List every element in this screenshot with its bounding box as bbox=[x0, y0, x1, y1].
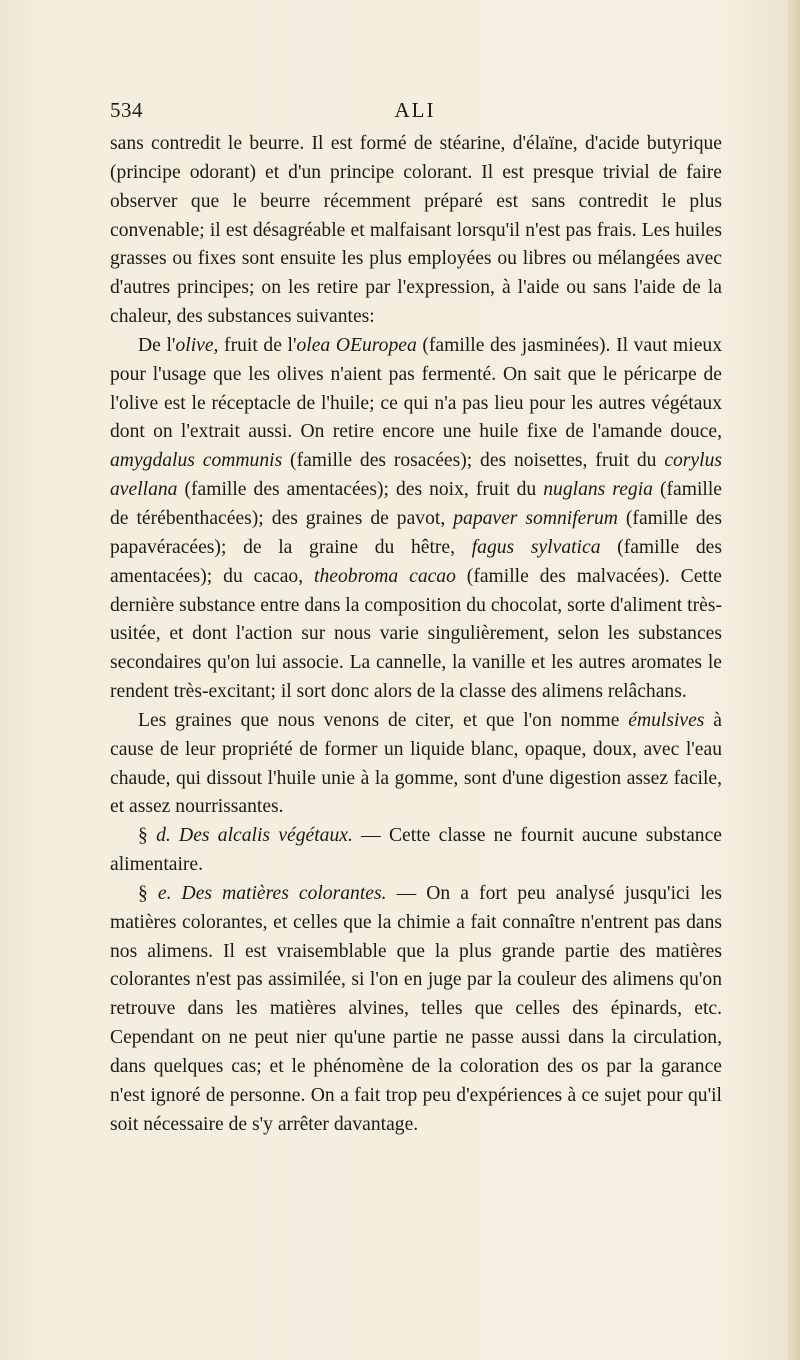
italic-text: émulsives bbox=[628, 709, 705, 731]
italic-text: amygdalus communis bbox=[110, 450, 283, 472]
italic-text: papaver somniferum bbox=[453, 507, 618, 529]
paragraph-4 bbox=[110, 822, 722, 880]
page-header bbox=[110, 98, 720, 128]
paragraph-3 bbox=[110, 707, 722, 822]
body-text bbox=[110, 130, 722, 1140]
text-run: Les graines que nous venons de citer, et que l'on nomme bbox=[138, 709, 629, 731]
italic-text: fagus sylvatica bbox=[471, 536, 601, 558]
text-run: (famille des papavéracées); de la graine du hêtre, bbox=[110, 507, 722, 558]
text-run: (famille des amentacées); du cacao, bbox=[110, 536, 722, 587]
paragraph-5 bbox=[110, 880, 722, 1140]
italic-text: olea OEuropea bbox=[296, 334, 417, 356]
text-run: De l' bbox=[138, 334, 176, 356]
text-run: — On a fort peu analysé jusqu'ici les matières colorantes, et celles que la chimie a fait connaître n'entrent pas dans nos alimens. Il est vraisemblable que la plus grande partie des matières colorantes n'est pas assimilée, si l'on en juge par la couleur des alimens qu'on retrouve dans les matières alvines, telles que celles des épinards, etc. Cependant on ne peut nier qu'une partie ne passe aussi dans la circulation, dans quelques cas; et le phénomène de la coloration des os par la garance n'est ignoré de personne. On a fait trop peu d'expériences à ce sujet pour qu'il soit nécessaire de s'y arrêter davantage. bbox=[110, 882, 722, 1135]
text-run: (famille des amentacées); des noix, fruit du bbox=[177, 479, 544, 501]
paragraph-2 bbox=[110, 332, 722, 707]
text-run: § bbox=[138, 825, 157, 847]
paragraph-1 bbox=[110, 130, 722, 332]
text-run: (famille de térébenthacées); des graines de pavot, bbox=[110, 479, 722, 529]
text-run: (famille des jasminées). Il vaut mieux pour l'usage que les olives n'aient pas fermenté. On sait que le péricarpe de l'olive est le réceptacle de l'huile; ce qui n'a pas lieu pour les autres végétaux dont on l'extrait aussi. On retire encore une huile fixe de l'amande douce, bbox=[110, 334, 722, 443]
italic-text: d. Des alcalis végétaux. bbox=[156, 825, 353, 847]
text-run: à cause de leur propriété de former un liquide blanc, opaque, doux, avec l'eau chaude, qui dissout l'huile unie à la gomme, sont d'une digestion assez facile, et assez nourrissantes. bbox=[110, 709, 722, 818]
page-number: 534 bbox=[110, 98, 143, 122]
italic-text: nuglans regia bbox=[543, 479, 653, 501]
italic-text: e. Des matières colorantes. bbox=[157, 882, 387, 904]
text-run: (famille des malvacées). Cette dernière substance entre dans la composition du chocolat, sorte d'aliment très-usitée, et dont l'action sur nous varie singulièrement, selon les substances secondaires qu'on lui associe. La cannelle, la vanille et les autres aromates le rendent très-excitant; il sort donc alors de la classe des alimens relâchans. bbox=[110, 565, 723, 703]
text-run: (famille des rosacées); des noisettes, fruit du bbox=[282, 450, 665, 472]
italic-text: theobroma cacao bbox=[314, 565, 456, 587]
italic-text: olive, bbox=[175, 334, 219, 356]
text-run: — Cette classe ne fournit aucune substance alimentaire. bbox=[110, 825, 722, 876]
page-edge bbox=[788, 0, 800, 1360]
running-head: ALI bbox=[394, 98, 436, 122]
text-run: sans contredit le beurre. Il est formé de stéarine, d'élaïne, d'acide butyrique (principe odorant) et d'un principe colorant. Il est presque trivial de faire observer que le beurre récemment préparé est sans contredit le plus convenable; il est désagréable et malfaisant lorsqu'il n'est pas frais. Les huiles grasses ou fixes sont ensuite les plus employées ou libres ou mélangées avec d'autres principes; on les retire par l'expression, à l'aide ou sans l'aide de la chaleur, des substances suivantes: bbox=[110, 133, 722, 328]
italic-text: corylus avellana bbox=[110, 450, 722, 501]
text-run: fruit de l' bbox=[218, 334, 297, 356]
text-run: § bbox=[138, 882, 158, 904]
